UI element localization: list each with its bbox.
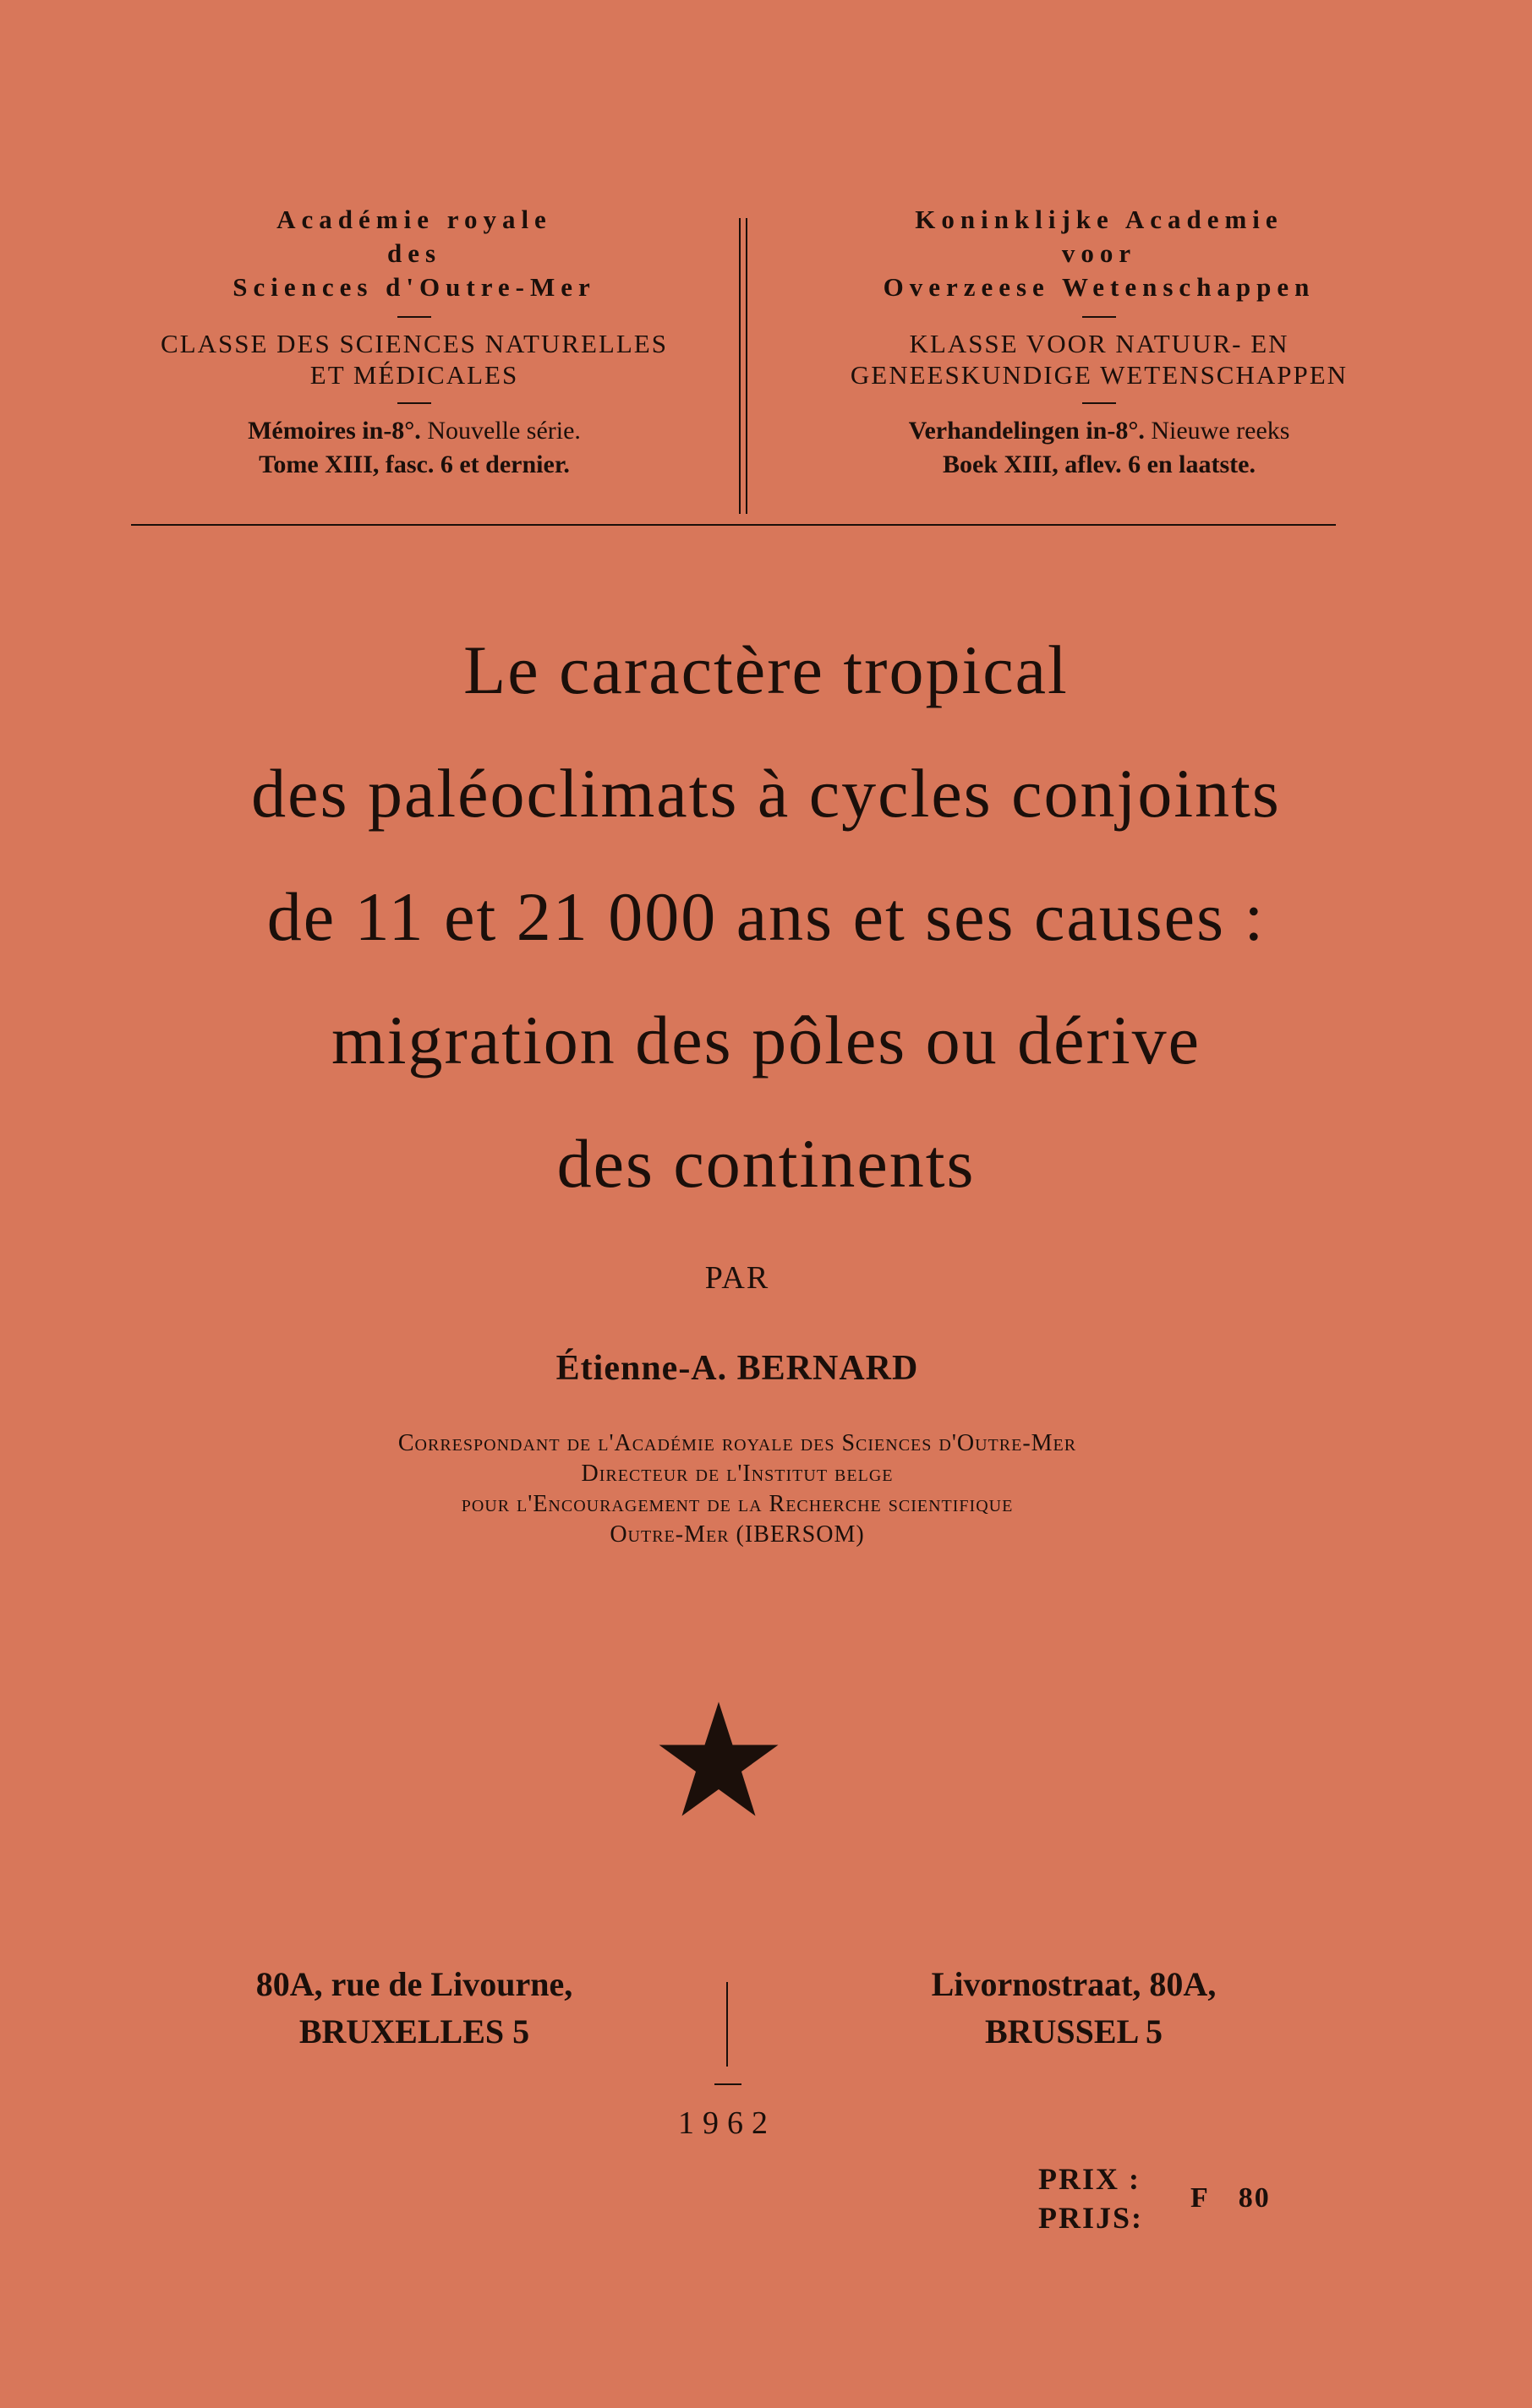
header-rule bbox=[131, 524, 1336, 526]
class-name-fr-line2: ET MÉDICALES bbox=[309, 360, 519, 390]
footer-divider bbox=[726, 1982, 728, 2067]
address-fr-street: 80A, rue de Livourne, bbox=[255, 1965, 573, 2003]
academy-name-nl-line1: Koninklijke Academie bbox=[915, 205, 1283, 234]
title-line-4: migration des pôles ou dérive bbox=[331, 1002, 1201, 1078]
series-fr-new: Nouvelle série. bbox=[427, 417, 581, 445]
class-name-fr-line1: CLASSE DES SCIENCES NATURELLES bbox=[161, 329, 668, 358]
header-double-divider bbox=[739, 218, 747, 514]
series-nl-line2: Boek XIII, aflev. 6 en laatste. bbox=[943, 450, 1256, 478]
price-label-fr: PRIX : bbox=[1038, 2162, 1141, 2196]
address-nl-street: Livornostraat, 80A, bbox=[931, 1965, 1217, 2003]
publication-year: 1962 bbox=[678, 2105, 776, 2141]
star-icon bbox=[655, 1699, 782, 1821]
title-line-3: de 11 et 21 000 ans et ses causes : bbox=[266, 878, 1266, 955]
academy-name-fr-line1: Académie royale bbox=[276, 205, 552, 234]
by-label: PAR bbox=[704, 1260, 770, 1296]
author-name: Étienne-A. BERNARD bbox=[555, 1349, 919, 1388]
academy-name-nl-line3: Overzeese Wetenschappen bbox=[883, 272, 1316, 302]
series-fr-line1 bbox=[127, 414, 702, 448]
title-line-5: des continents bbox=[556, 1125, 976, 1202]
document-title bbox=[85, 609, 1447, 1226]
series-fr-type: Mémoires in-8°. bbox=[248, 417, 421, 445]
footer-dash bbox=[714, 2083, 741, 2085]
class-name-nl-line2: GENEESKUNDIGE WETENSCHAPPEN bbox=[850, 360, 1349, 390]
affiliation-line-1: Correspondant de l'Académie royale des Sciences d'Outre-Mer bbox=[397, 1430, 1077, 1456]
address-fr-city: BRUXELLES 5 bbox=[298, 2012, 530, 2050]
title-line-2: des paléoclimats à cycles conjoints bbox=[251, 755, 1281, 832]
author-affiliation bbox=[0, 1428, 1475, 1550]
address-fr bbox=[190, 1961, 638, 2056]
price-value bbox=[1190, 2182, 1271, 2214]
series-nl-type: Verhandelingen in-8°. bbox=[908, 417, 1145, 445]
address-nl-city: BRUSSEL 5 bbox=[984, 2012, 1163, 2050]
header-dash bbox=[397, 316, 431, 318]
academy-name-fr-line2: des bbox=[386, 238, 442, 268]
header-left-french bbox=[127, 203, 702, 482]
price-label-nl: PRIJS: bbox=[1038, 2201, 1144, 2235]
header-right-dutch bbox=[786, 203, 1412, 482]
price-currency: F bbox=[1190, 2182, 1210, 2214]
header-dash bbox=[397, 402, 431, 404]
address-nl bbox=[845, 1961, 1302, 2056]
affiliation-line-3: pour l'Encouragement de la Recherche scientifique bbox=[461, 1491, 1014, 1517]
affiliation-line-2: Directeur de l'Institut belge bbox=[581, 1461, 894, 1487]
class-name-nl-line1: KLASSE VOOR NATUUR- EN bbox=[909, 329, 1289, 358]
title-line-1: Le caractère tropical bbox=[463, 631, 1069, 708]
academy-name-nl-line2: voor bbox=[1061, 238, 1137, 268]
affiliation-line-4: Outre-Mer (IBERSOM) bbox=[610, 1521, 865, 1548]
series-nl-line1 bbox=[786, 414, 1412, 448]
series-nl-new: Nieuwe reeks bbox=[1151, 417, 1290, 445]
header-dash bbox=[1082, 402, 1116, 404]
price-amount: 80 bbox=[1238, 2182, 1271, 2214]
header-dash bbox=[1082, 316, 1116, 318]
price-labels bbox=[1038, 2160, 1143, 2237]
academy-name-fr-line3: Sciences d'Outre-Mer bbox=[233, 272, 596, 302]
series-fr-line2: Tome XIII, fasc. 6 et dernier. bbox=[259, 450, 570, 478]
